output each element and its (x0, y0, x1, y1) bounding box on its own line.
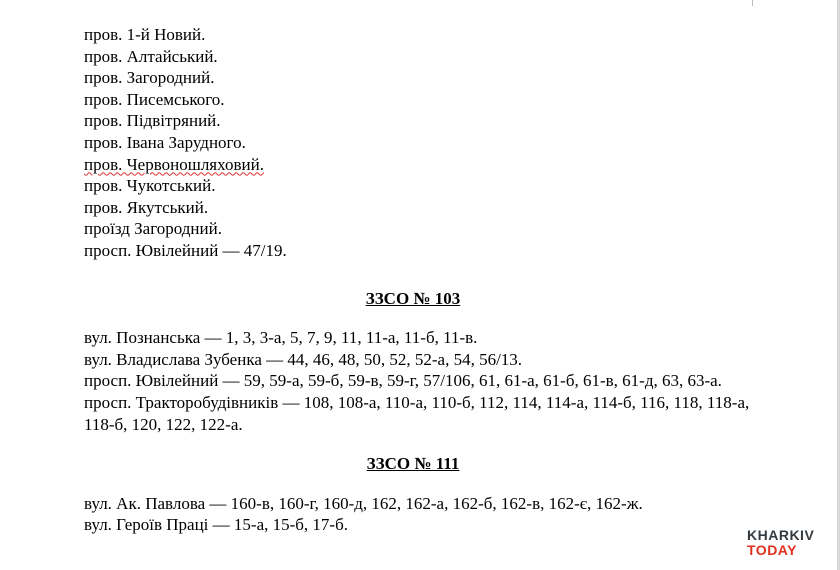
street-line: пров. Підвітряний. (84, 111, 221, 131)
street-line: пров. Якутський. (84, 197, 209, 217)
street-line: просп. Ювілейний — 59, 59-а, 59-б, 59-в, 59-г, 57/106, 61, 61-а, 61-б, 61-в, 61-д, 63, 63-а. (84, 371, 722, 391)
street-line: пров. Алтайський. (84, 46, 218, 66)
section-heading-111: ЗЗСО № 111 (366, 454, 460, 474)
street-line: вул. Героїв Праці — 15-а, 15-б, 17-б. (84, 515, 348, 535)
street-line: пров. 1-й Новий. (84, 25, 206, 44)
street-line: просп. Ювілейний — 47/19. (84, 240, 287, 260)
kharkiv-today-logo (747, 528, 814, 558)
logo-line-2: TODAY (747, 542, 797, 558)
logo-line-1: KHARKIV (747, 527, 815, 543)
page-corner-mark (752, 0, 753, 6)
street-line: вул. Ак. Павлова — 160-в, 160-г, 160-д, 162, 162-а, 162-б, 162-в, 162-є, 162-ж. (84, 493, 643, 513)
street-line: вул. Познанська — 1, 3, 3-а, 5, 7, 9, 11, 11-а, 11-б, 11-в. (84, 328, 478, 348)
street-line: пров. Загородний. (84, 68, 215, 88)
section-heading-103: ЗЗСО № 103 (365, 288, 461, 308)
street-line: просп. Тракторобудівників — 108, 108-а, 110-а, 110-б, 112, 114, 114-а, 114-б, 116, 118, 118-а, 118-б, 120, 122, 122-а. (84, 392, 750, 434)
document-body (84, 24, 774, 536)
street-line: пров. Чукотський. (84, 176, 216, 196)
street-line-spellcheck: пров. Червоношляховий. (84, 154, 264, 174)
street-line: пров. Писемського. (84, 89, 225, 109)
street-line: пров. Івана Зарудного. (84, 132, 246, 152)
street-line: проїзд Загородний. (84, 219, 222, 239)
street-line: вул. Владислава Зубенка — 44, 46, 48, 50, 52, 52-а, 54, 56/13. (84, 349, 523, 369)
